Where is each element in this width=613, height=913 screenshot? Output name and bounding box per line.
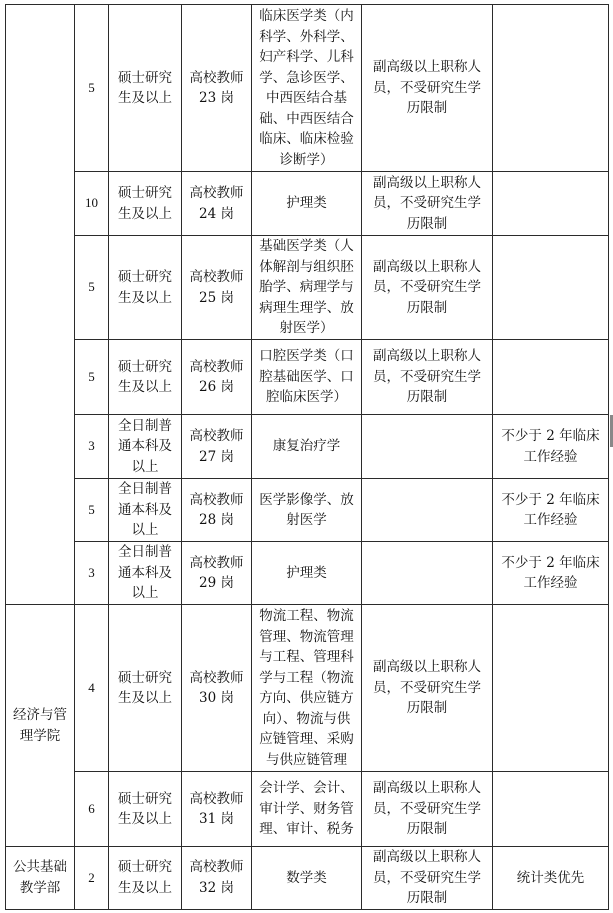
post-cell: 高校教师 28 岗 [182, 479, 252, 542]
major-cell: 基础医学类（人体解剖与组织胚胎学、病理学与病理生理学、放射医学） [252, 236, 362, 340]
note-cell: 不少于 2 年临床工作经验 [493, 542, 609, 605]
count-cell: 3 [75, 415, 109, 479]
table-row [6, 5, 609, 172]
major-cell: 医学影像学、放射医学 [252, 479, 362, 542]
recruitment-table [5, 4, 609, 910]
degree-cell: 硕士研究生及以上 [109, 340, 182, 415]
note-cell [493, 605, 609, 772]
count-cell: 5 [75, 236, 109, 340]
note-cell [493, 172, 609, 236]
table-row [6, 236, 609, 340]
degree-cell: 硕士研究生及以上 [109, 236, 182, 340]
requirement-cell [362, 479, 493, 542]
requirement-cell: 副高级以上职称人员，不受研究生学历限制 [362, 772, 493, 847]
post-cell: 高校教师 25 岗 [182, 236, 252, 340]
post-cell: 高校教师 30 岗 [182, 605, 252, 772]
requirement-cell: 副高级以上职称人员，不受研究生学历限制 [362, 5, 493, 172]
department-cell: 公共基础教学部 [6, 847, 75, 910]
major-cell: 数学类 [252, 847, 362, 910]
table-row [6, 772, 609, 847]
degree-cell: 硕士研究生及以上 [109, 772, 182, 847]
note-cell [493, 5, 609, 172]
requirement-cell: 副高级以上职称人员，不受研究生学历限制 [362, 172, 493, 236]
count-cell: 5 [75, 340, 109, 415]
requirement-cell: 副高级以上职称人员，不受研究生学历限制 [362, 847, 493, 910]
post-cell: 高校教师 29 岗 [182, 542, 252, 605]
count-cell: 4 [75, 605, 109, 772]
note-cell [493, 772, 609, 847]
major-cell: 临床医学类（内科学、外科学、妇产科学、儿科学、急诊医学、中西医结合基础、中西医结合临床、临床检验诊断学） [252, 5, 362, 172]
degree-cell: 硕士研究生及以上 [109, 605, 182, 772]
post-cell: 高校教师 23 岗 [182, 5, 252, 172]
degree-cell: 硕士研究生及以上 [109, 847, 182, 910]
table-row [6, 847, 609, 910]
count-cell: 2 [75, 847, 109, 910]
post-cell: 高校教师 32 岗 [182, 847, 252, 910]
requirement-cell: 副高级以上职称人员，不受研究生学历限制 [362, 236, 493, 340]
count-cell: 3 [75, 542, 109, 605]
degree-cell: 全日制普通本科及以上 [109, 479, 182, 542]
table-row [6, 340, 609, 415]
note-cell: 不少于 2 年临床工作经验 [493, 415, 609, 479]
table-row [6, 415, 609, 479]
major-cell: 康复治疗学 [252, 415, 362, 479]
table-row [6, 542, 609, 605]
major-cell: 护理类 [252, 542, 362, 605]
requirement-cell [362, 542, 493, 605]
degree-cell: 硕士研究生及以上 [109, 5, 182, 172]
post-cell: 高校教师 26 岗 [182, 340, 252, 415]
degree-cell: 全日制普通本科及以上 [109, 415, 182, 479]
major-cell: 护理类 [252, 172, 362, 236]
department-cell: 经济与管理学院 [6, 605, 75, 847]
note-cell: 统计类优先 [493, 847, 609, 910]
note-cell: 不少于 2 年临床工作经验 [493, 479, 609, 542]
post-cell: 高校教师 31 岗 [182, 772, 252, 847]
count-cell: 5 [75, 5, 109, 172]
table-row [6, 172, 609, 236]
major-cell: 会计学、会计、审计学、财务管理、审计、税务 [252, 772, 362, 847]
major-cell: 物流工程、物流管理、物流管理与工程、管理科学与工程（物流方向、供应链方向）、物流与供应链管理、采购与供应链管理 [252, 605, 362, 772]
major-cell: 口腔医学类（口腔基础医学、口腔临床医学） [252, 340, 362, 415]
count-cell: 5 [75, 479, 109, 542]
post-cell: 高校教师 27 岗 [182, 415, 252, 479]
post-cell: 高校教师 24 岗 [182, 172, 252, 236]
table-row [6, 605, 609, 772]
requirement-cell [362, 415, 493, 479]
department-cell [6, 5, 75, 605]
table-row [6, 479, 609, 542]
note-cell [493, 236, 609, 340]
count-cell: 10 [75, 172, 109, 236]
degree-cell: 全日制普通本科及以上 [109, 542, 182, 605]
requirement-cell: 副高级以上职称人员，不受研究生学历限制 [362, 605, 493, 772]
degree-cell: 硕士研究生及以上 [109, 172, 182, 236]
note-cell [493, 340, 609, 415]
count-cell: 6 [75, 772, 109, 847]
requirement-cell: 副高级以上职称人员，不受研究生学历限制 [362, 340, 493, 415]
